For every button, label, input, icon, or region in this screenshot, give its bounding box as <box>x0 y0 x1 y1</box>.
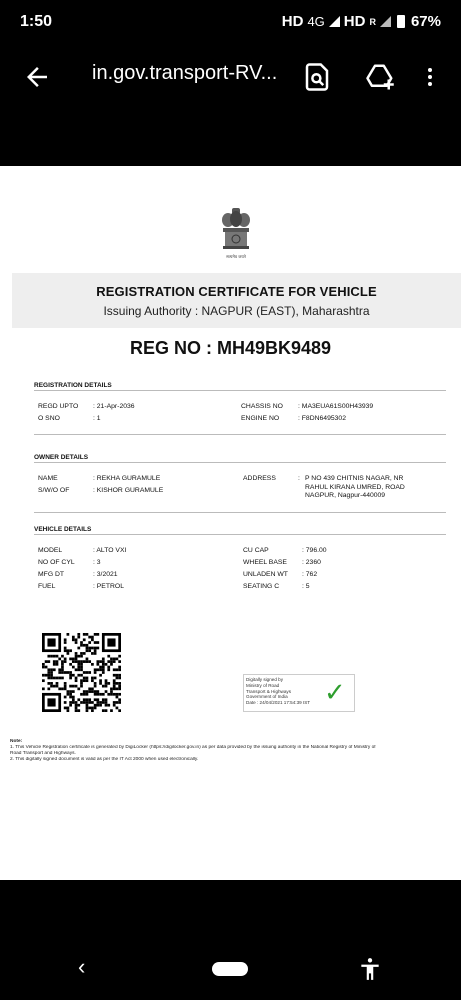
national-emblem-icon <box>218 206 254 262</box>
cu-cap-value: : 796.00 <box>302 547 327 554</box>
seating-value: : 5 <box>302 583 310 590</box>
cylinders-value: : 3 <box>93 559 101 566</box>
battery-icon <box>397 15 405 28</box>
signal-icon <box>329 16 340 27</box>
search-in-page-icon[interactable] <box>302 62 332 92</box>
signature-line-2: Ministry of Road <box>246 682 280 688</box>
add-to-drive-icon[interactable] <box>365 62 395 92</box>
regd-upto-value: : 21-Apr-2036 <box>93 403 135 410</box>
chevron-left-icon[interactable]: ‹ <box>78 954 86 979</box>
swo-label: S/W/O OF <box>38 487 70 494</box>
model-label: MODEL <box>38 547 63 554</box>
qr-code <box>42 633 121 712</box>
divider <box>34 512 446 513</box>
unladen-weight-value: : 762 <box>302 571 318 578</box>
cylinders-label: NO OF CYL <box>38 559 75 566</box>
network-type: 4G <box>307 14 325 29</box>
emblem-caption: सत्यमेव जयते <box>226 254 246 259</box>
certificate-title-band <box>12 273 461 328</box>
regd-upto-label: REGD UPTO <box>38 403 79 410</box>
engine-label: ENGINE NO <box>241 415 280 422</box>
seating-label: SEATING C <box>243 583 280 590</box>
signature-line-1: Digitally signed by <box>246 677 284 682</box>
fuel-label: FUEL <box>38 583 56 590</box>
mfg-date-label: MFG DT <box>38 571 65 578</box>
address-line-2: RAHUL KIRANA UMRED, ROAD <box>305 483 405 491</box>
swo-value: : KISHOR GURAMULE <box>93 487 164 494</box>
vehicle-details-heading: VEHICLE DETAILS <box>34 526 92 533</box>
status-indicators <box>282 13 441 30</box>
more-vert-icon[interactable] <box>418 62 442 92</box>
o-sno-label: O SNO <box>38 415 60 422</box>
hd-indicator: HD <box>281 13 304 30</box>
verified-check-icon: ✓ <box>324 677 346 707</box>
address-label: ADDRESS <box>243 475 276 482</box>
owner-details-heading: OWNER DETAILS <box>34 454 89 461</box>
chassis-value: : MA3EUA61S00H43939 <box>298 403 374 410</box>
mfg-date-value: : 3/2021 <box>93 571 118 578</box>
issuing-authority: Issuing Authority : NAGPUR (EAST), Maharashtra <box>103 304 370 318</box>
accessibility-icon[interactable] <box>357 956 383 982</box>
notes <box>10 739 461 763</box>
divider <box>34 534 446 535</box>
note-line-1: 1. This Vehicle Registration certificate is generated by DigiLocker (https://digilocker.gov.in) as per data provided by the issuing authority in the National Registry of Ministry of <box>10 745 376 750</box>
cu-cap-label: CU CAP <box>243 547 269 554</box>
fuel-value: : PETROL <box>93 583 124 590</box>
system-nav-bar <box>0 880 461 1000</box>
signature-text <box>246 677 310 706</box>
address-value <box>305 475 405 501</box>
signature-line-3: Transport & Highways <box>246 688 292 694</box>
status-time: 1:50 <box>20 13 53 30</box>
engine-value: : F8DN6495302 <box>298 415 346 422</box>
address-line-1: P NO 439 CHITNIS NAGAR, NR <box>305 475 404 482</box>
chassis-label: CHASSIS NO <box>241 403 283 410</box>
battery-level: 67% <box>410 13 441 30</box>
notes-heading: Note: <box>10 739 23 744</box>
unladen-weight-label: UNLADEN WT <box>243 571 288 578</box>
model-value: : ALTO VXI <box>93 547 127 554</box>
document-page[interactable] <box>0 166 461 880</box>
registration-details-heading: REGISTRATION DETAILS <box>34 382 112 389</box>
name-value: : REKHA GURAMULE <box>93 475 161 482</box>
wheel-base-label: WHEEL BASE <box>243 559 287 566</box>
signal-icon-2 <box>380 16 391 27</box>
roaming-indicator: R <box>369 16 376 27</box>
name-label: NAME <box>38 475 58 482</box>
certificate-title: REGISTRATION CERTIFICATE FOR VEHICLE <box>96 284 377 299</box>
address-line-3: NAGPUR, Nagpur-440009 <box>305 492 386 499</box>
note-line-2: Road Transport and Highways. <box>10 751 76 756</box>
note-line-3: 2. This digitally signed document is valid as per the IT Act 2000 when used electronically. <box>10 757 199 762</box>
app-bar <box>0 44 461 166</box>
home-pill-button[interactable] <box>212 962 248 976</box>
status-bar <box>0 0 461 44</box>
o-sno-value: : 1 <box>93 415 101 422</box>
wheel-base-value: : 2360 <box>302 559 321 566</box>
digital-signature-box <box>243 674 355 712</box>
divider <box>34 434 446 435</box>
registration-number: REG NO : MH49BK9489 <box>129 338 332 358</box>
page-url: in.gov.transport-RV... <box>92 62 278 84</box>
divider <box>34 462 446 463</box>
hd-indicator-2: HD <box>343 13 366 30</box>
address-colon: : <box>298 475 300 482</box>
arrow-back-icon[interactable] <box>22 62 52 92</box>
signature-line-5: Date : 24/04/2021 17:54:39 IST <box>246 700 311 706</box>
signature-line-4: Government of India <box>246 694 288 700</box>
divider <box>34 390 446 391</box>
